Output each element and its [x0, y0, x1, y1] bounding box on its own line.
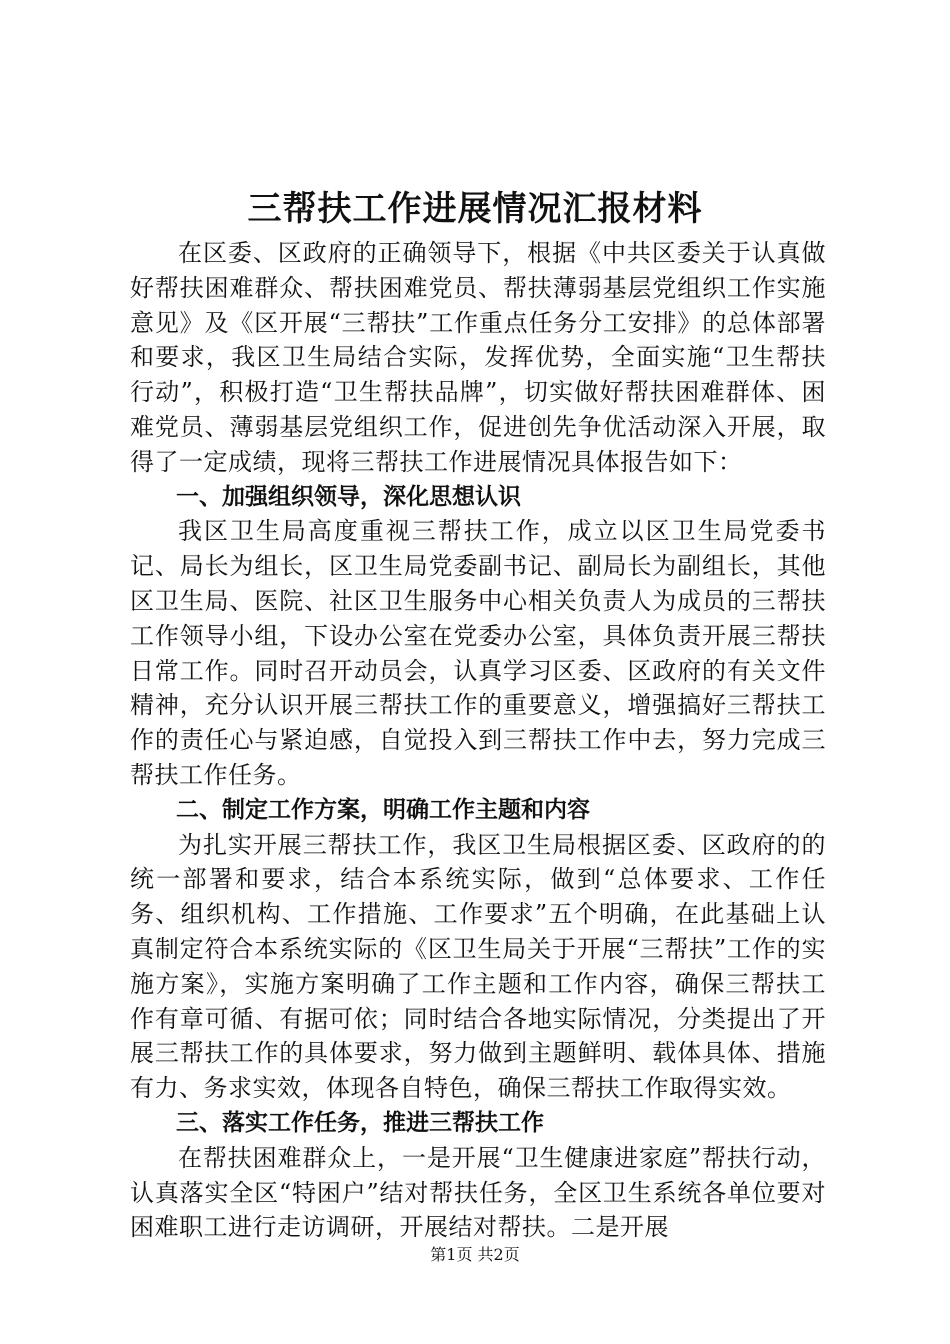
section-heading-2: 二、制定工作方案，明确工作主题和内容 [176, 796, 590, 823]
document-title: 三帮扶工作进展情况汇报材料 [247, 189, 703, 229]
intro-paragraph: 在区委、区政府的正确领导下，根据《中共区委关于认真做好帮扶困难群众、帮扶困难党员、帮扶薄弱基层党组织工作实施意见》及《区开展“三帮扶”工作重点任务分工安排》的总体部署和要求，我区卫生局结合实际，发挥优势，全面实施“卫生帮扶行动”，积极打造“卫生帮扶品牌”，切实做好帮扶困难群体、困难党员、薄弱基层党组织工作，促进创先争优活动深入开展，取得了一定成绩，现将三帮扶工作进展情况具体报告如下： [130, 239, 826, 476]
page-number-footer: 第1页 共2页 [430, 1245, 520, 1264]
section-paragraph-2: 为扎实开展三帮扶工作，我区卫生局根据区委、区政府的的统一部署和要求，结合本系统实际，做到“总体要求、工作任务、组织机构、工作措施、工作要求”五个明确，在此基础上认真制定符合本系统实际的《区卫生局关于开展“三帮扶”工作的实施方案》，实施方案明确了工作主题和工作内容，确保三帮扶工作有章可循、有据可依；同时结合各地实际情况，分类提出了开展三帮扶工作的具体要求，努力做到主题鲜明、载体具体、措施有力、务求实效，体现各自特色，确保三帮扶工作取得实效。 [130, 830, 826, 1103]
document-body [130, 236, 826, 1245]
section-paragraph-1: 我区卫生局高度重视三帮扶工作，成立以区卫生局党委书记、局长为组长，区卫生局党委副书记、副局长为副组长，其他区卫生局、医院、社区卫生服务中心相关负责人为成员的三帮扶工作领导小组，下设办公室在党委办公室，具体负责开展三帮扶日常工作。同时召开动员会，认真学习区委、区政府的有关文件精神，充分认识开展三帮扶工作的重要意义，增强搞好三帮扶工作的责任心与紧迫感，自觉投入到三帮扶工作中去，努力完成三帮扶工作任务。 [130, 517, 826, 789]
section-heading-1: 一、加强组织领导，深化思想认识 [176, 483, 521, 510]
section-paragraph-3: 在帮扶困难群众上，一是开展“卫生健康进家庭”帮扶行动，认真落实全区“特困户”结对帮扶任务，全区卫生系统各单位要对困难职工进行走访调研，开展结对帮扶。二是开展 [130, 1143, 826, 1242]
section-heading-3: 三、落实工作任务，推进三帮扶工作 [176, 1109, 544, 1136]
